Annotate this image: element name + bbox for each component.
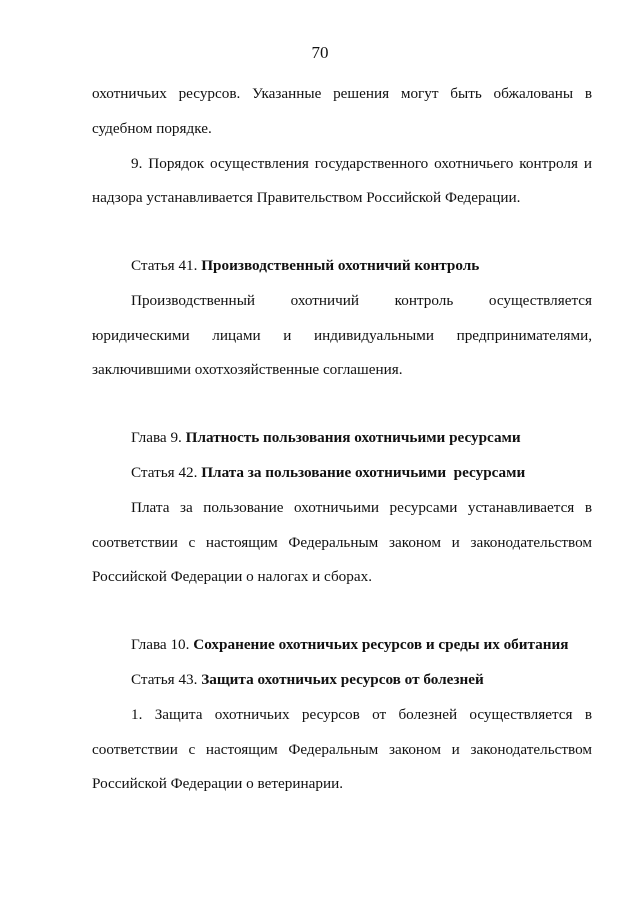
article-42-prefix: Статья 42. [131, 464, 198, 481]
article-43-heading [131, 670, 484, 690]
article-43-prefix: Статья 43. [131, 671, 198, 688]
paragraph-line: соответствии с настоящим Федеральным законом и законодательством [92, 534, 592, 551]
paragraph-line: юридическими лицами и индивидуальными предпринимателями, [92, 327, 592, 344]
paragraph-line: Производственный охотничий контроль осуществляется [131, 292, 592, 309]
paragraph-line: Плата за пользование охотничьими ресурсами устанавливается в [131, 499, 592, 516]
chapter-10-prefix: Глава 10. [131, 636, 190, 653]
article-41-prefix: Статья 41. [131, 257, 198, 274]
chapter-10-title: Сохранение охотничьих ресурсов и среды их обитания [193, 636, 569, 653]
paragraph-line: заключившими охотхозяйственные соглашения. [92, 361, 403, 378]
chapter-9-title: Платность пользования охотничьими ресурсами [185, 429, 521, 446]
paragraph-line: Российской Федерации о ветеринарии. [92, 775, 343, 792]
article-41-heading [131, 256, 479, 276]
article-42-title: Плата за пользование охотничьими ресурсами [201, 464, 526, 481]
paragraph-line: охотничьих ресурсов. Указанные решения могут быть обжалованы в [92, 85, 592, 102]
paragraph-line: судебном порядке. [92, 120, 212, 137]
chapter-9-prefix: Глава 9. [131, 429, 182, 446]
paragraph-line: соответствии с настоящим Федеральным законом и законодательством [92, 741, 592, 758]
paragraph-line: Российской Федерации о налогах и сборах. [92, 568, 372, 585]
paragraph-line: надзора устанавливается Правительством Российской Федерации. [92, 189, 521, 206]
paragraph-line: 1. Защита охотничьих ресурсов от болезней осуществляется в [131, 706, 592, 723]
article-43-title: Защита охотничьих ресурсов от болезней [201, 671, 484, 688]
page-number: 70 [311, 43, 329, 62]
article-42-heading [131, 463, 525, 483]
chapter-9-heading [131, 428, 521, 448]
chapter-10-heading [131, 635, 568, 655]
paragraph-line: 9. Порядок осуществления государственного охотничьего контроля и [131, 155, 592, 172]
article-41-title: Производственный охотничий контроль [201, 257, 480, 274]
